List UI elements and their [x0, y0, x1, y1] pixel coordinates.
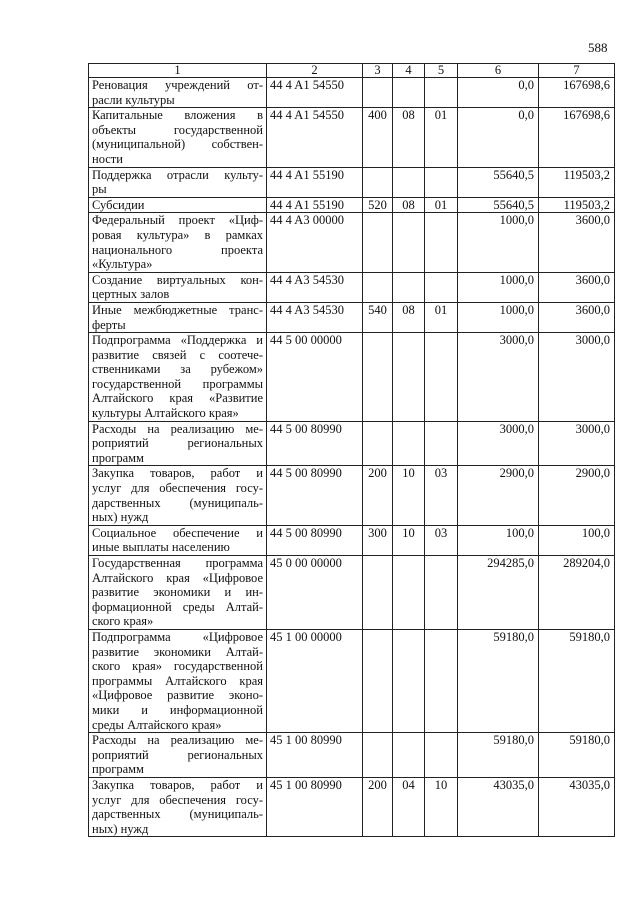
subsection-cell	[425, 421, 458, 466]
expense-type-cell: 540	[363, 302, 393, 332]
section-cell: 10	[393, 525, 425, 555]
item-name-cell	[89, 213, 267, 272]
header-cell: 7	[539, 64, 615, 78]
amount-col6-cell: 3000,0	[458, 333, 539, 422]
subsection-cell: 01	[425, 302, 458, 332]
item-name-line: Алтайского края «Цифровое	[92, 570, 263, 585]
amount-col6-cell: 0,0	[458, 108, 539, 167]
section-cell: 08	[393, 302, 425, 332]
amount-col7-cell: 167698,6	[539, 78, 615, 108]
amount-col6-cell: 1000,0	[458, 213, 539, 272]
item-name-line: ных) нужд	[92, 821, 149, 836]
subsection-cell	[425, 556, 458, 630]
item-name-line: развитие экономики Алтай-	[92, 644, 263, 659]
item-name-line: ственниками за рубежом»	[92, 362, 263, 377]
expense-type-cell	[363, 213, 393, 272]
amount-col6-cell: 294285,0	[458, 556, 539, 630]
amount-col7-cell: 3600,0	[539, 272, 615, 302]
item-name-line: Подпрограмма «Цифровое	[92, 629, 263, 644]
header-cell: 4	[393, 64, 425, 78]
item-name-cell	[89, 167, 267, 197]
item-name-line: мики и информационной	[92, 702, 263, 717]
item-name-line: Реновация учреждений от-	[92, 78, 263, 92]
item-name-line: развитие связей с соотече-	[92, 347, 263, 362]
item-name-line: развитие экономики и ин-	[92, 585, 263, 600]
table-row	[89, 333, 615, 422]
expense-type-cell	[363, 629, 393, 732]
subsection-cell	[425, 78, 458, 108]
section-cell	[393, 421, 425, 466]
budget-code-cell: 44 5 00 80990	[267, 525, 363, 555]
amount-col6-cell: 59180,0	[458, 629, 539, 732]
table-row	[89, 421, 615, 466]
item-name-cell	[89, 302, 267, 332]
item-name-line: Государственная программа	[92, 556, 263, 570]
subsection-cell	[425, 213, 458, 272]
item-name-line: объекты государственной	[92, 122, 263, 137]
item-name-cell	[89, 777, 267, 836]
subsection-cell	[425, 333, 458, 422]
section-cell: 08	[393, 197, 425, 213]
amount-col6-cell: 59180,0	[458, 733, 539, 778]
table-body	[89, 64, 615, 837]
budget-code-cell: 45 1 00 80990	[267, 733, 363, 778]
budget-code-cell: 44 5 00 00000	[267, 333, 363, 422]
item-name-line: Закупка товаров, работ и	[92, 777, 263, 792]
budget-code-cell: 44 4 A3 54530	[267, 302, 363, 332]
table-header-row	[89, 64, 615, 78]
amount-col7-cell: 289204,0	[539, 556, 615, 630]
item-name-line: Алтайского края «Развитие	[92, 391, 263, 406]
item-name-line: Поддержка отрасли культу-	[92, 167, 263, 182]
amount-col6-cell: 1000,0	[458, 272, 539, 302]
amount-col7-cell: 100,0	[539, 525, 615, 555]
table-row	[89, 78, 615, 108]
subsection-cell	[425, 167, 458, 197]
budget-code-cell: 44 4 A1 55190	[267, 197, 363, 213]
budget-table	[88, 63, 615, 837]
amount-col7-cell: 119503,2	[539, 197, 615, 213]
section-cell: 04	[393, 777, 425, 836]
item-name-cell	[89, 78, 267, 108]
item-name-line: дарственных (муниципаль-	[92, 495, 263, 510]
item-name-line: (муниципальной) собствен-	[92, 137, 263, 152]
amount-col6-cell: 2900,0	[458, 466, 539, 525]
expense-type-cell: 520	[363, 197, 393, 213]
amount-col6-cell: 1000,0	[458, 302, 539, 332]
amount-col6-cell: 43035,0	[458, 777, 539, 836]
header-cell: 3	[363, 64, 393, 78]
amount-col7-cell: 3600,0	[539, 213, 615, 272]
item-name-line: культуры Алтайского края»	[92, 406, 239, 421]
item-name-cell	[89, 108, 267, 167]
item-name-line: Капитальные вложения в	[92, 108, 263, 123]
item-name-line: «Цифровое развитие эконо-	[92, 688, 263, 703]
table-row	[89, 108, 615, 167]
subsection-cell	[425, 629, 458, 732]
item-name-line: среды Алтайского края»	[92, 717, 222, 732]
item-name-line: роприятий региональных	[92, 747, 263, 762]
item-name-cell	[89, 421, 267, 466]
budget-code-cell: 44 4 A1 54550	[267, 108, 363, 167]
header-cell: 1	[89, 64, 267, 78]
expense-type-cell	[363, 556, 393, 630]
amount-col6-cell: 55640,5	[458, 197, 539, 213]
table-row	[89, 525, 615, 555]
amount-col7-cell: 2900,0	[539, 466, 615, 525]
amount-col7-cell: 167698,6	[539, 108, 615, 167]
expense-type-cell: 200	[363, 466, 393, 525]
item-name-line: национального проекта	[92, 242, 263, 257]
item-name-line: ферты	[92, 317, 126, 332]
amount-col6-cell: 55640,5	[458, 167, 539, 197]
subsection-cell: 03	[425, 466, 458, 525]
item-name-line: «Культура»	[92, 257, 153, 272]
header-cell: 2	[267, 64, 363, 78]
item-name-line: программ	[92, 450, 144, 465]
item-name-line: ры	[92, 182, 107, 197]
subsection-cell	[425, 272, 458, 302]
expense-type-cell	[363, 78, 393, 108]
section-cell	[393, 556, 425, 630]
budget-code-cell: 45 1 00 80990	[267, 777, 363, 836]
item-name-cell	[89, 197, 267, 213]
section-cell	[393, 78, 425, 108]
subsection-cell	[425, 733, 458, 778]
item-name-line: иные выплаты населению	[92, 540, 230, 555]
item-name-cell	[89, 272, 267, 302]
item-name-line: государственной программы	[92, 376, 263, 391]
item-name-line: ровая культура» в рамках	[92, 227, 263, 242]
item-name-line: расли культуры	[92, 92, 175, 107]
budget-code-cell: 44 5 00 80990	[267, 421, 363, 466]
item-name-cell	[89, 733, 267, 778]
amount-col7-cell: 59180,0	[539, 733, 615, 778]
budget-code-cell: 44 4 A1 55190	[267, 167, 363, 197]
amount-col6-cell: 3000,0	[458, 421, 539, 466]
item-name-cell	[89, 525, 267, 555]
budget-code-cell: 44 5 00 80990	[267, 466, 363, 525]
amount-col7-cell: 3000,0	[539, 333, 615, 422]
item-name-line: ных) нужд	[92, 510, 149, 525]
item-name-line: Субсидии	[92, 197, 145, 212]
item-name-line: программы Алтайского края	[92, 673, 263, 688]
subsection-cell: 03	[425, 525, 458, 555]
table-row	[89, 466, 615, 525]
item-name-line: Создание виртуальных кон-	[92, 272, 263, 287]
expense-type-cell	[363, 733, 393, 778]
item-name-cell	[89, 333, 267, 422]
budget-code-cell: 45 1 00 00000	[267, 629, 363, 732]
table-row	[89, 629, 615, 732]
item-name-line: программ	[92, 762, 144, 777]
subsection-cell: 10	[425, 777, 458, 836]
subsection-cell: 01	[425, 197, 458, 213]
section-cell	[393, 629, 425, 732]
budget-code-cell: 44 4 A1 54550	[267, 78, 363, 108]
item-name-cell	[89, 466, 267, 525]
amount-col6-cell: 100,0	[458, 525, 539, 555]
table-row	[89, 197, 615, 213]
section-cell	[393, 213, 425, 272]
table-row	[89, 272, 615, 302]
item-name-line: услуг для обеспечения госу-	[92, 792, 263, 807]
header-cell: 5	[425, 64, 458, 78]
item-name-line: ности	[92, 151, 123, 166]
header-cell: 6	[458, 64, 539, 78]
item-name-line: дарственных (муниципаль-	[92, 807, 263, 822]
item-name-line: Федеральный проект «Циф-	[92, 213, 263, 228]
budget-code-cell: 44 4 A3 54530	[267, 272, 363, 302]
section-cell: 10	[393, 466, 425, 525]
item-name-line: Расходы на реализацию ме-	[92, 421, 263, 436]
item-name-line: роприятий региональных	[92, 436, 263, 451]
section-cell	[393, 333, 425, 422]
item-name-line: Иные межбюджетные транс-	[92, 302, 263, 317]
item-name-line: ского края»	[92, 614, 154, 629]
expense-type-cell: 300	[363, 525, 393, 555]
expense-type-cell	[363, 421, 393, 466]
table-row	[89, 167, 615, 197]
table-row	[89, 302, 615, 332]
item-name-line: цертных залов	[92, 287, 170, 302]
item-name-line: Подпрограмма «Поддержка и	[92, 333, 263, 348]
expense-type-cell	[363, 272, 393, 302]
amount-col7-cell: 3600,0	[539, 302, 615, 332]
section-cell	[393, 167, 425, 197]
expense-type-cell	[363, 333, 393, 422]
budget-code-cell: 44 4 A3 00000	[267, 213, 363, 272]
item-name-cell	[89, 629, 267, 732]
item-name-line: услуг для обеспечения госу-	[92, 481, 263, 496]
amount-col7-cell: 59180,0	[539, 629, 615, 732]
table-row	[89, 777, 615, 836]
amount-col7-cell: 3000,0	[539, 421, 615, 466]
expense-type-cell: 400	[363, 108, 393, 167]
item-name-line: Социальное обеспечение и	[92, 525, 263, 540]
item-name-line: Закупка товаров, работ и	[92, 466, 263, 481]
item-name-cell	[89, 556, 267, 630]
subsection-cell: 01	[425, 108, 458, 167]
section-cell	[393, 272, 425, 302]
item-name-line: формационной среды Алтай-	[92, 599, 263, 614]
table-row	[89, 733, 615, 778]
item-name-line: ского края» государственной	[92, 659, 263, 674]
amount-col6-cell: 0,0	[458, 78, 539, 108]
table-row	[89, 213, 615, 272]
amount-col7-cell: 119503,2	[539, 167, 615, 197]
amount-col7-cell: 43035,0	[539, 777, 615, 836]
section-cell: 08	[393, 108, 425, 167]
section-cell	[393, 733, 425, 778]
expense-type-cell: 200	[363, 777, 393, 836]
table-row	[89, 556, 615, 630]
page-number: 588	[588, 40, 608, 55]
item-name-line: Расходы на реализацию ме-	[92, 733, 263, 748]
budget-code-cell: 45 0 00 00000	[267, 556, 363, 630]
expense-type-cell	[363, 167, 393, 197]
